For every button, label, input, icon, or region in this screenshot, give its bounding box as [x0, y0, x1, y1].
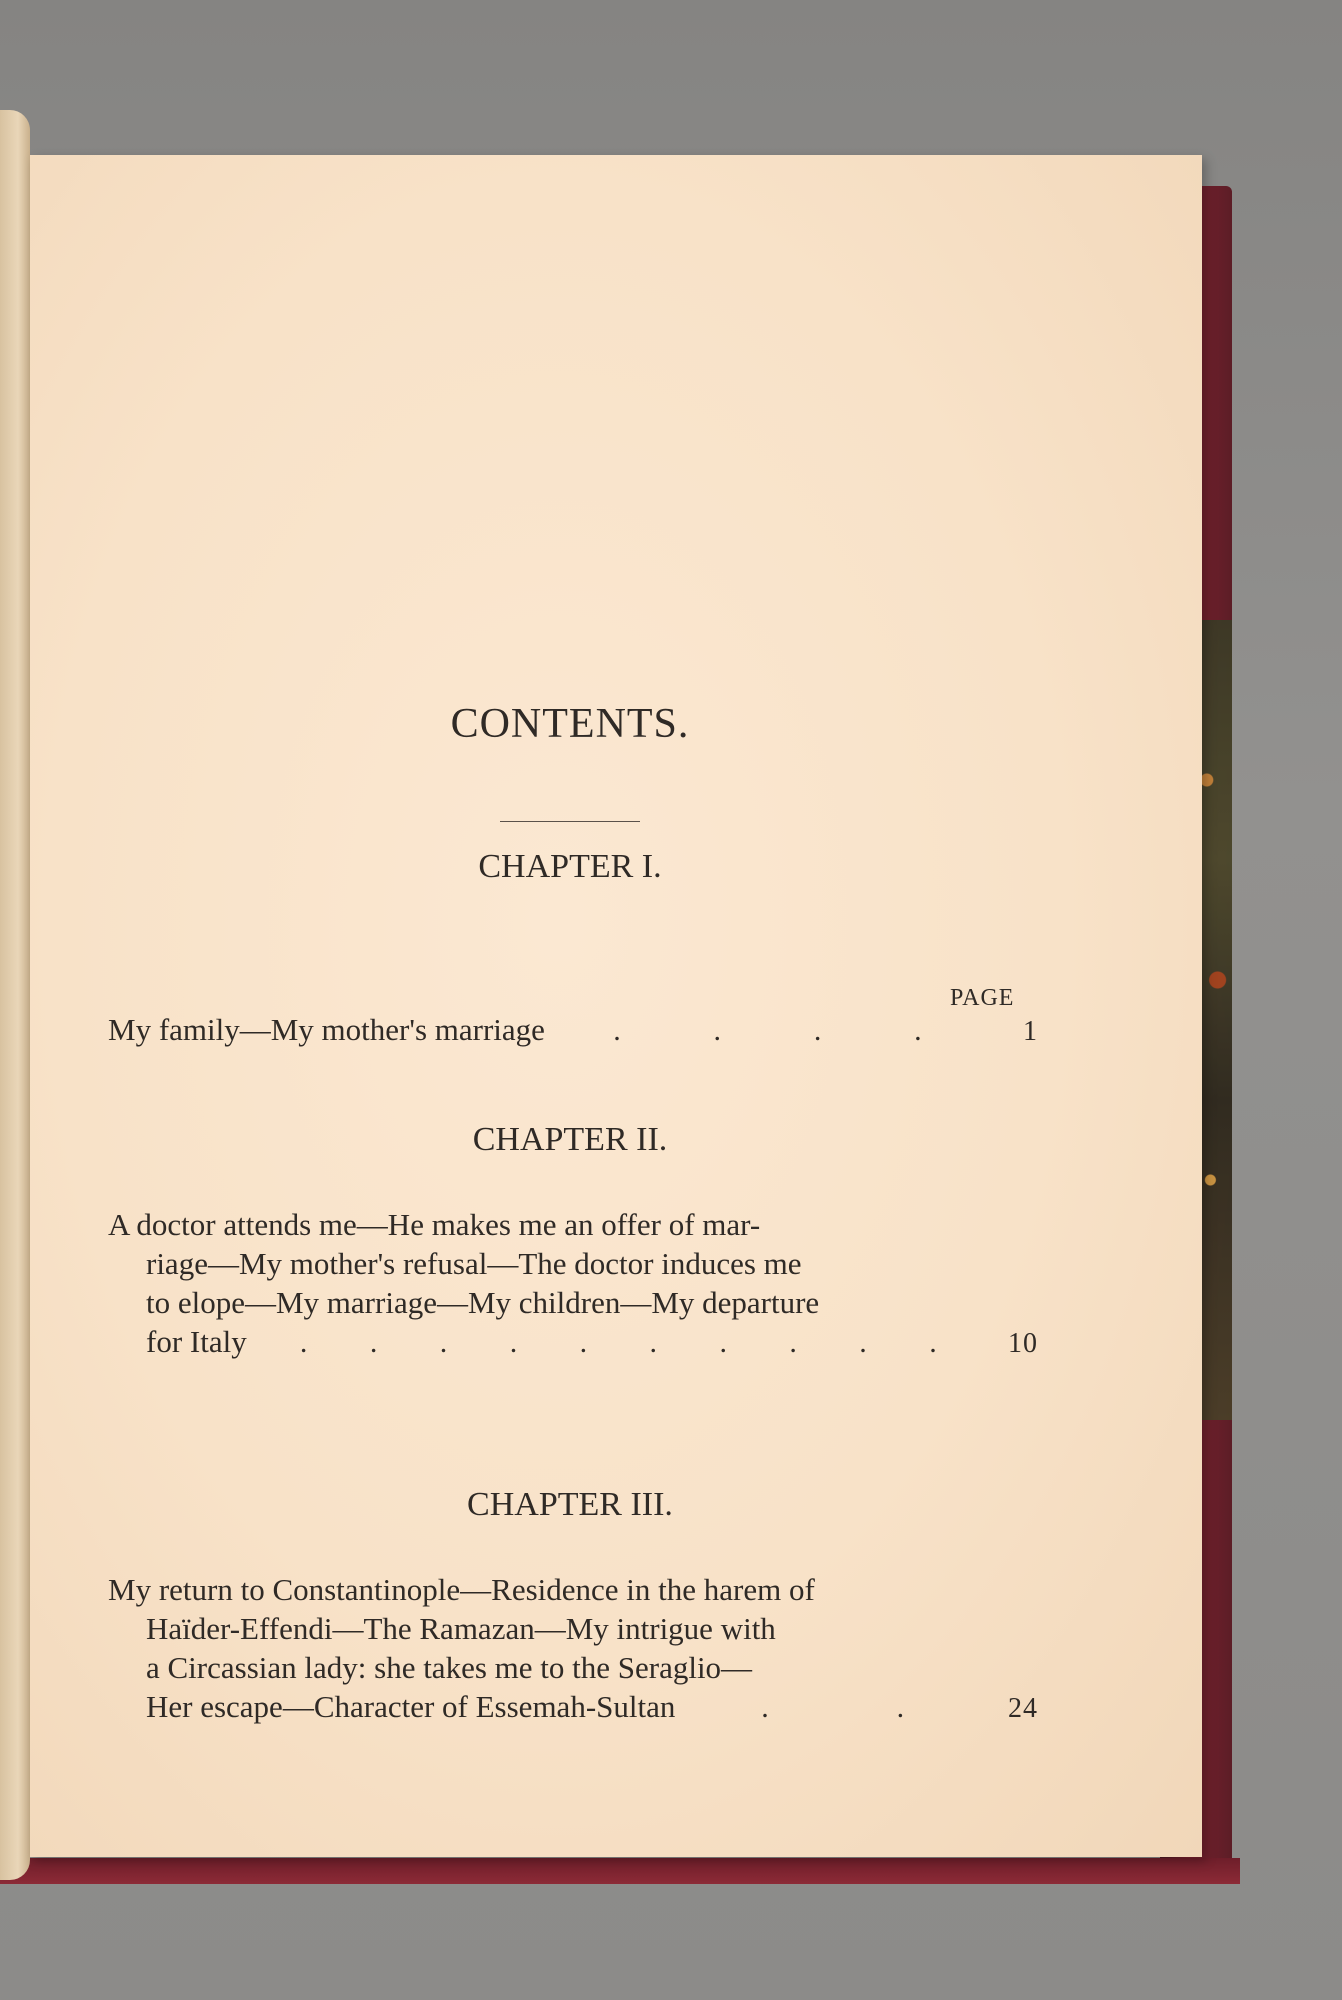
chapter-heading-2: CHAPTER II.	[472, 1121, 668, 1158]
page-number: 1	[1023, 1016, 1038, 1047]
dot-leader: . . . .	[613, 1014, 922, 1047]
entry-last-line	[108, 1687, 1038, 1728]
chapter-entry-3	[108, 1570, 1038, 1728]
entry-last-line	[108, 1010, 1038, 1051]
chapter-entry-1	[108, 1010, 1038, 1051]
chapter-heading-3: CHAPTER III.	[467, 1486, 673, 1523]
chapter-heading-1: CHAPTER I.	[478, 848, 662, 885]
page-content	[30, 155, 1202, 1857]
entry-last-line	[108, 1322, 1038, 1363]
entry-text: for Italy	[146, 1324, 247, 1359]
title-rule	[500, 821, 640, 822]
entry-line: A doctor attends me—He makes me an offer of mar-	[108, 1207, 761, 1242]
entry-line: a Circassian lady: she takes me to the Seraglio—	[146, 1650, 753, 1685]
entry-text: Her escape—Character of Essemah-Sultan	[146, 1689, 676, 1724]
entry-line: riage—My mother's refusal—The doctor induces me	[146, 1246, 802, 1281]
page-number: 24	[1008, 1693, 1038, 1724]
contents-title: CONTENTS.	[450, 701, 690, 747]
book-cover-bottom	[0, 1858, 1240, 1884]
book-page	[30, 155, 1202, 1857]
entry-line: My return to Constantinople—Residence in the harem of	[108, 1572, 815, 1607]
facing-page-edge	[0, 110, 30, 1880]
entry-text: My family—My mother's marriage	[108, 1012, 545, 1047]
entry-line: to elope—My marriage—My children—My departure	[146, 1285, 820, 1320]
chapter-entry-2	[108, 1205, 1038, 1363]
page-column-label: PAGE	[950, 985, 1015, 1011]
dot-leader: . .	[761, 1691, 905, 1724]
page-number: 10	[1008, 1328, 1038, 1359]
entry-line: Haïder-Effendi—The Ramazan—My intrigue with	[146, 1611, 776, 1646]
dot-leader: . . . . . . . . . .	[299, 1326, 937, 1359]
